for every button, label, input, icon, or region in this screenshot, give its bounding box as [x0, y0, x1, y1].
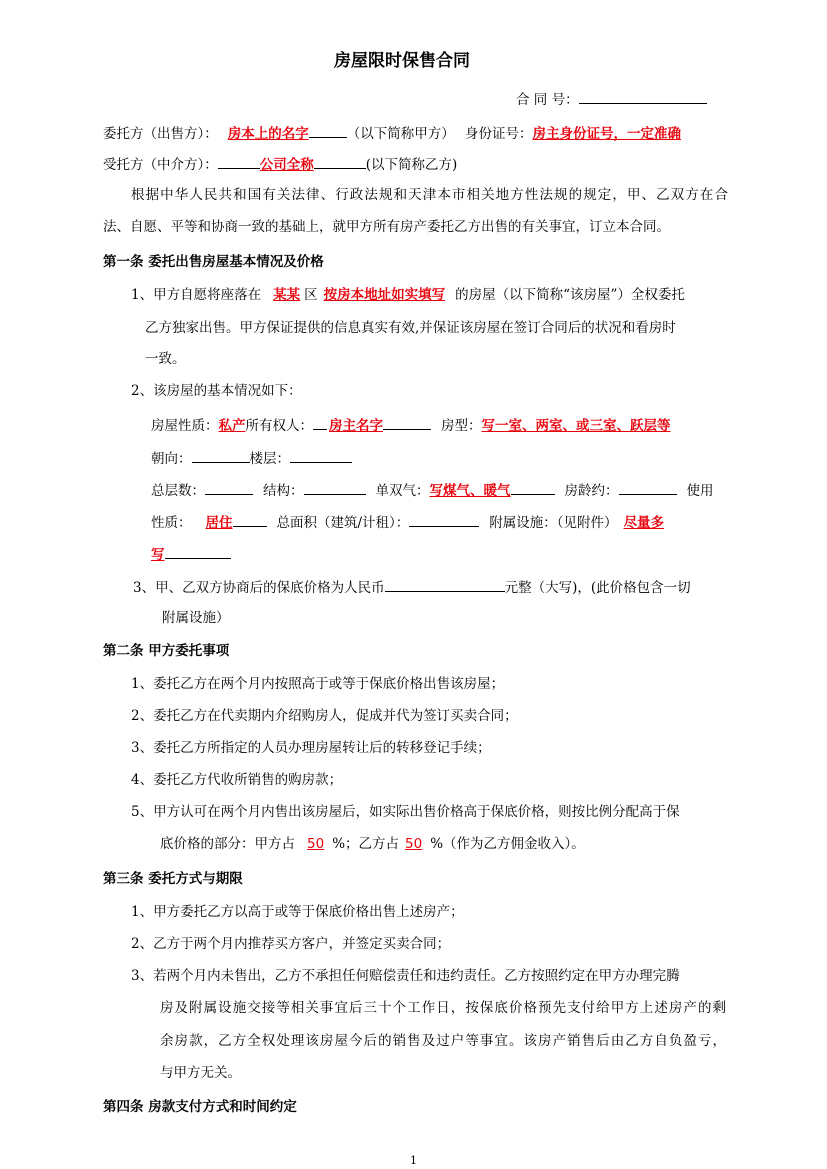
article-1-heading: 第一条 委托出售房屋基本情况及价格: [103, 254, 324, 270]
gas-value[interactable]: 写煤气、暖气: [429, 483, 511, 499]
art3-item3-text-3: 余房款，乙方全权处理该房屋今后的销售及过户等事宜。该房产销售后由乙方自负盈亏，: [160, 1033, 726, 1049]
art1-item3-line1: [133, 580, 691, 596]
seller-name[interactable]: 房本上的名字: [227, 126, 309, 142]
price-field[interactable]: [385, 580, 505, 592]
art1-item2: 2、该房屋的基本情况如下：: [131, 383, 302, 399]
art2-item-5-line1: 5、甲方认可在两个月内售出该房屋后，如实际出售价格高于保底价格，则按比例分配高于保: [131, 804, 680, 820]
structure-label: 结构：: [263, 483, 304, 499]
facility-label: 附属设施：（见附件）: [489, 515, 618, 531]
party-b-percent[interactable]: 50: [405, 836, 423, 852]
contract-number-label: 合 同 号：: [516, 92, 579, 108]
address-value[interactable]: 按房本地址如实填写: [323, 287, 446, 303]
seller-line: [103, 126, 681, 142]
art2-item-2: 2、委托乙方在代卖期内介绍购房人，促成并代为签订买卖合同；: [131, 708, 518, 724]
art2-item-3: 3、委托乙方所指定的人员办理房屋转让后的转移登记手续；: [131, 740, 491, 756]
art3-item-2: 2、乙方于两个月内推荐买方客户，并签定买卖合同；: [131, 936, 451, 952]
art1-item3-line2: 附属设施）: [162, 610, 230, 626]
gas-label: 单双气：: [375, 483, 430, 499]
art3-item-3-line2: [160, 1002, 726, 1016]
seller-id-value[interactable]: 房主身份证号，一定准确: [532, 126, 682, 142]
art2-item5-text-b: %；乙方占: [332, 836, 400, 852]
document-title: 房屋限时保售合同: [334, 51, 470, 71]
owner-value[interactable]: 房主名字: [329, 418, 383, 434]
property-row-1: [151, 418, 671, 434]
article-4-heading: 第四条 房款支付方式和时间约定: [103, 1099, 297, 1115]
seller-alias: （以下简称甲方）: [346, 126, 455, 142]
art1-p1-text-b: 区: [304, 287, 318, 303]
seller-id-label: 身份证号：: [465, 126, 533, 142]
preamble-text-1: 根据中华人民共和国有关法律、行政法规和天津本市相关地方性法规的规定，甲、乙双方在合: [131, 187, 728, 203]
agent-blank-b: [314, 157, 366, 169]
seller-label: 委托方（出售方）：: [103, 126, 218, 142]
total-floors-label: 总层数：: [151, 483, 205, 499]
facility-value[interactable]: 尽量多: [623, 515, 665, 531]
use-label-a: 使用: [686, 483, 714, 499]
use-value[interactable]: 居住: [205, 515, 233, 531]
type-value[interactable]: 写一室、两室、或三室、跃层等: [481, 418, 671, 434]
type-label: 房型：: [441, 418, 482, 434]
art1-p1-text-a: 1、甲方自愿将座落在: [131, 287, 262, 303]
property-row-5: [151, 547, 231, 563]
owner-label: 所有权人：: [245, 418, 313, 434]
art2-item5-text-a: 底价格的部分：甲方占: [160, 836, 295, 852]
facility-blank: [165, 547, 231, 559]
art2-item5-text-c: %（作为乙方佣金收入）。: [430, 836, 585, 852]
agent-label: 受托方（中介方）：: [103, 157, 218, 173]
property-row-3: [151, 483, 714, 499]
gas-blank: [511, 483, 555, 495]
property-row-4: [151, 515, 664, 531]
contract-number-field[interactable]: [579, 92, 707, 104]
art2-item-4: 4、委托乙方代收所销售的购房款；: [131, 772, 343, 788]
total-floors-field[interactable]: [205, 483, 253, 495]
agent-blank-a: [218, 157, 260, 169]
art1-item1-line1: [131, 289, 685, 303]
art1-p1-text-c: 的房屋（以下简称“该房屋”）全权委托: [455, 287, 685, 303]
agent-alias: (以下简称乙方): [365, 157, 458, 173]
art2-item-1: 1、委托乙方在两个月内按照高于或等于保底价格出售该房屋；: [131, 676, 505, 692]
art3-item3-text-2: 房及附属设施交接等相关事宜后三十个工作日，按保底价格预先支付给甲方上述房产的剩: [160, 1000, 726, 1016]
seller-name-blank: [309, 126, 347, 138]
agent-name[interactable]: 公司全称: [259, 157, 314, 173]
preamble-line-1: [131, 189, 728, 203]
art1-item1-line3: 一致。: [145, 351, 186, 367]
art2-item-5-line2: [160, 838, 585, 852]
agent-line: [103, 157, 457, 173]
floor-label: 楼层：: [249, 451, 290, 467]
art3-item-3-line4: 与甲方无关。: [160, 1065, 241, 1081]
floor-field[interactable]: [290, 451, 352, 463]
art3-item-1: 1、甲方委托乙方以高于或等于保底价格出售上述房产；: [131, 904, 464, 920]
nature-value[interactable]: 私产: [218, 418, 246, 434]
art3-item-3-line3: [160, 1035, 726, 1049]
art1-p3-text-a: 3、甲、乙双方协商后的保底价格为人民币: [133, 580, 385, 596]
art1-item1-line2: 乙方独家出售。甲方保证提供的信息真实有效,并保证该房屋在签订合同后的状况和看房时: [145, 320, 676, 336]
art1-p3-text-b: 元整（大写)，(此价格包含一切: [504, 580, 691, 596]
use-blank: [233, 515, 267, 527]
owner-blank-b: [383, 418, 431, 430]
orientation-label: 朝向：: [151, 451, 192, 467]
art3-item-3-line1: 3、若两个月内未售出，乙方不承担任何赔偿责任和违约责任。乙方按照约定在甲方办理完腾: [131, 968, 680, 984]
preamble-line-2: 法、自愿、平等和协商一致的基础上，就甲方所有房产委托乙方出售的有关事宜，订立本合同。: [103, 219, 670, 235]
age-field[interactable]: [619, 483, 677, 495]
facility-value-cont[interactable]: 写: [151, 547, 165, 563]
district-value[interactable]: 某某: [273, 287, 301, 303]
structure-field[interactable]: [304, 483, 366, 495]
age-label: 房龄约：: [564, 483, 619, 499]
owner-blank-a: [313, 418, 327, 430]
area-field[interactable]: [409, 515, 479, 527]
page-number: 1: [410, 1154, 417, 1167]
use-label-b: 性质：: [151, 515, 192, 531]
nature-label: 房屋性质：: [151, 418, 219, 434]
contract-number-line: [516, 92, 707, 108]
party-a-percent[interactable]: 50: [307, 836, 325, 852]
article-2-heading: 第二条 甲方委托事项: [103, 643, 230, 659]
area-label: 总面积（建筑/计租）：: [276, 515, 410, 531]
property-row-2: [151, 451, 352, 467]
article-3-heading: 第三条 委托方式与期限: [103, 871, 243, 887]
orientation-field[interactable]: [192, 451, 250, 463]
